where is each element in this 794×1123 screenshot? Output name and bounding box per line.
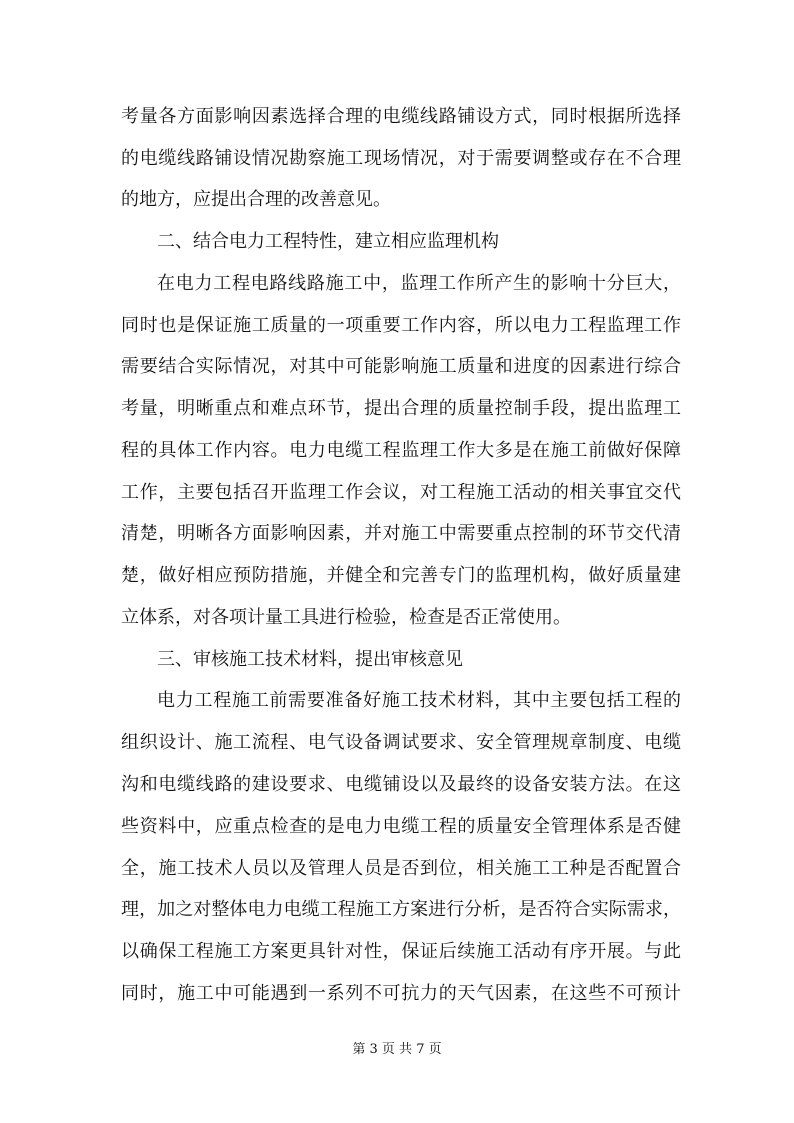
body-text-line: 沟和电缆线路的建设要求、电缆铺设以及最终的设备安装方法。在这 [121, 774, 681, 795]
body-text-line: 程的具体工作内容。电力电缆工程监理工作大多是在施工前做好保障 [121, 440, 681, 461]
body-text-line: 的电缆线路铺设情况勘察施工现场情况，对于需要调整或存在不合理 [121, 148, 681, 169]
body-text-line: 考量各方面影响因素选择合理的电缆线路铺设方式，同时根据所选择 [121, 106, 681, 127]
body-text-line: 组织设计、施工流程、电气设备调试要求、安全管理规章制度、电缆 [121, 732, 681, 753]
body-text-line: 些资料中，应重点检查的是电力电缆工程的质量安全管理体系是否健 [121, 816, 681, 837]
body-text-line: 立体系，对各项计量工具进行检验，检查是否正常使用。 [121, 607, 571, 628]
body-text-line: 考量，明晰重点和难点环节，提出合理的质量控制手段，提出监理工 [121, 398, 681, 419]
section-heading: 二、结合电力工程特性，建立相应监理机构 [157, 231, 499, 252]
section-heading: 三、审核施工技术材料，提出审核意见 [157, 649, 463, 670]
body-text-line: 在电力工程电路线路施工中，监理工作所产生的影响十分巨大， [157, 273, 681, 294]
body-text-line: 电力工程施工前需要准备好施工技术材料，其中主要包括工程的 [157, 690, 681, 711]
body-text-line: 清楚，明晰各方面影响因素，并对施工中需要重点控制的环节交代清 [121, 523, 681, 544]
body-text-line: 楚，做好相应预防措施，并健全和完善专门的监理机构，做好质量建 [121, 565, 681, 586]
body-text-line: 工作，主要包括召开监理工作会议，对工程施工活动的相关事宜交代 [121, 482, 681, 503]
body-text-line: 的地方，应提出合理的改善意见。 [121, 189, 391, 210]
body-text-line: 理，加之对整体电力电缆工程施工方案进行分析，是否符合实际需求， [121, 899, 681, 920]
body-text-line: 同时也是保证施工质量的一项重要工作内容，所以电力工程监理工作 [121, 315, 681, 336]
body-text-line: 以确保工程施工方案更具针对性，保证后续施工活动有序开展。与此 [121, 941, 681, 962]
body-text-line: 全，施工技术人员以及管理人员是否到位，相关施工工种是否配置合 [121, 858, 681, 879]
page-number-footer: 第 3 页 共 7 页 [352, 1042, 442, 1057]
body-text-line: 同时，施工中可能遇到一系列不可抗力的天气因素，在这些不可预计 [121, 983, 681, 1004]
body-text-line: 需要结合实际情况，对其中可能影响施工质量和进度的因素进行综合 [121, 356, 681, 377]
